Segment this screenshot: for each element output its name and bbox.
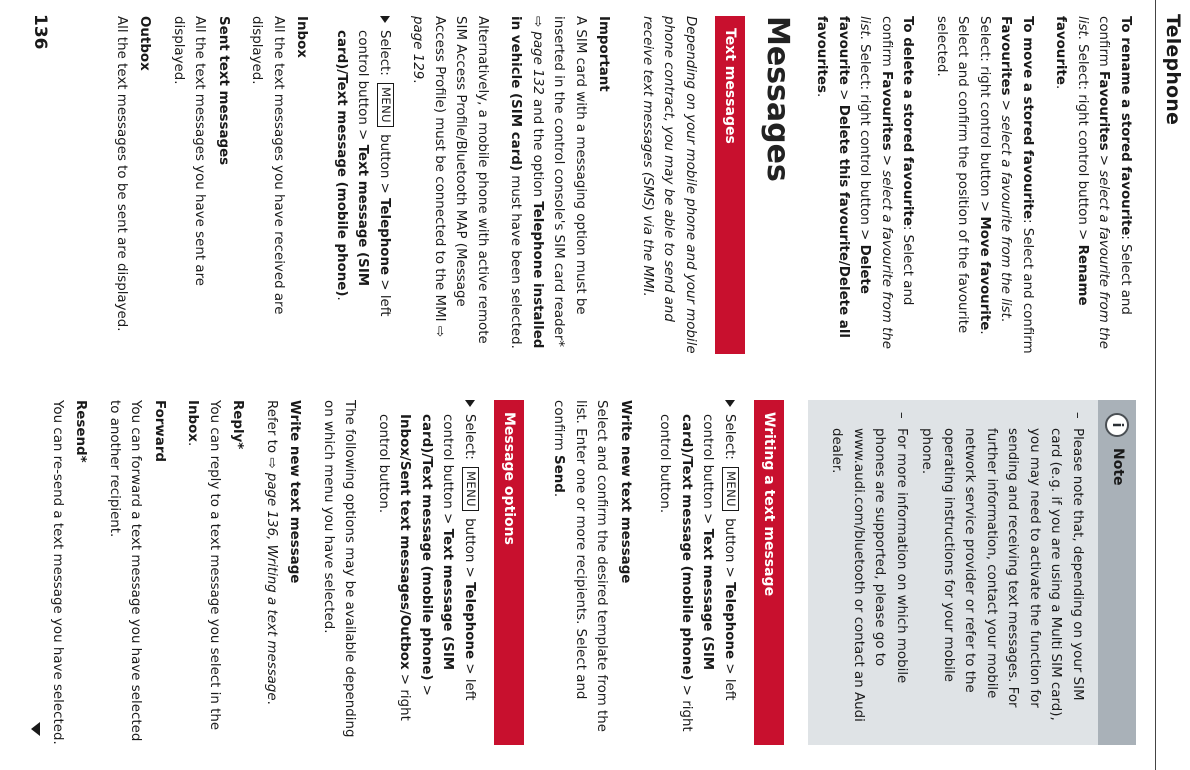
delete-path-action: Delete favourite — [836, 16, 873, 294]
section-title-messages: Messages — [760, 16, 795, 182]
step-text-4: > — [419, 680, 434, 696]
opt-write-text-2: . — [264, 700, 279, 705]
rename-text-1: : Select and confirm — [1096, 16, 1133, 315]
move-text-2: . Select: right control button > — [977, 16, 1014, 323]
rename-text-2: . Select: right control button > — [1075, 35, 1090, 245]
delete-favourite-paragraph — [811, 16, 919, 354]
alternatively-paragraph — [407, 16, 493, 354]
rename-path-favourites: Favourites — [1096, 71, 1112, 151]
step-telephone: Telephone — [462, 582, 477, 660]
dash-bullet: – — [1070, 412, 1085, 419]
move-lead: To move a stored favourite — [1020, 16, 1035, 220]
delete-path-options: Delete this favourite/Delete all favourites — [814, 16, 851, 339]
move-path-action: Move favourite — [977, 216, 992, 331]
delete-lead: To delete a stored favourite — [900, 16, 916, 226]
opt-reply-text-2: . — [185, 441, 201, 447]
important-option: Telephone installed in vehicle (SIM card) — [508, 16, 545, 349]
opt-resend-heading: Resend* — [73, 400, 89, 463]
continue-arrow-icon — [31, 722, 40, 736]
menu-key: MENU — [377, 83, 394, 127]
opt-write-text-1: Refer to — [264, 400, 279, 458]
outbox-heading: Outbox — [137, 16, 153, 71]
inbox-heading: Inbox — [294, 16, 310, 58]
page-ref-132[interactable]: ⇨ page 132 — [530, 16, 545, 95]
rename-sep: > — [1096, 150, 1112, 171]
note-label: Note — [1110, 448, 1126, 486]
outbox-text: All the text messages to be sent are displayed. — [114, 16, 129, 332]
step-text-4: > right control button. — [657, 414, 694, 732]
opt-forward-text: You can forward a text message you have selected to another recipient. — [107, 400, 144, 742]
opt-write-heading: Write new text message — [287, 400, 303, 584]
step-telephone: Telephone — [722, 582, 737, 660]
move-text-1: : Select and confirm — [1020, 219, 1035, 354]
rename-favourite-paragraph — [1050, 16, 1136, 354]
step-text-message-option: Text message (SIM card)/Text message (mobile phone) — [419, 414, 456, 681]
step-text-message-option: Text message (SIM card)/Text message (mobile phone) — [334, 30, 371, 297]
page-number: 136 — [30, 14, 50, 50]
important-text-2: and the option — [530, 94, 545, 202]
step-triangle-icon — [380, 16, 390, 23]
right-column — [35, 400, 1137, 745]
section-bar-text-messages: Text messages — [715, 16, 745, 354]
sent-text: All the text messages you have sent are displayed. — [171, 16, 208, 287]
delete-path-select: select a favourite from the list — [857, 16, 894, 349]
opt-reply-inbox: Inbox — [185, 400, 201, 442]
note-item-text: For more information on which mobile phones are supported, please go to www.audi.com/bluetooth or contact an Audi dealer. — [829, 428, 909, 722]
rename-path-select: select a favourite from the list — [1075, 16, 1112, 349]
step-text-message-option: Text message (SIM card)/Text message (mobile phone) — [679, 414, 716, 681]
step-triangle-icon — [725, 400, 735, 407]
move-path-favourites: Favourites — [998, 16, 1014, 96]
step-text-2: button > — [462, 513, 477, 583]
delete-text-3: . — [814, 92, 830, 98]
page-ref-129[interactable]: ⇨ page 129 — [410, 16, 447, 338]
step-text-1: Select: — [722, 414, 737, 465]
menu-key: MENU — [462, 467, 479, 511]
opt-resend-text: You can re-send a text message you have selected. — [50, 400, 65, 745]
important-paragraph — [505, 16, 591, 354]
opt-reply-heading: Reply* — [230, 400, 246, 450]
rename-lead: To rename a stored favourite — [1118, 16, 1133, 236]
important-text-3: must have been selected. — [508, 171, 524, 349]
section-bar-writing: Writing a text message — [754, 400, 784, 745]
dash-bullet: – — [894, 412, 909, 419]
alternatively-text-2: . — [410, 79, 426, 84]
running-header-title: Telephone — [1162, 14, 1184, 126]
move-sep: > — [998, 95, 1014, 116]
step-text-1: Select: — [377, 30, 392, 81]
important-text-1: A SIM card with a messaging option must be inserted in the control console's SIM card reader* — [551, 16, 588, 348]
step-text-3: > left control button > — [355, 30, 392, 317]
write-text-1: Select and confirm the desired template from the list. Enter one or more recipients. Select and confirm — [551, 400, 610, 733]
move-path-select: select a favourite from the list — [998, 115, 1014, 318]
step-writing-select — [654, 400, 740, 745]
left-column — [99, 16, 1137, 354]
step-options-select — [373, 400, 481, 745]
write-send: Send — [551, 455, 567, 493]
delete-sep-2: > — [836, 85, 851, 105]
step-folders: Inbox/Sent text messages/Outbox — [397, 414, 413, 670]
step-text-4: . — [334, 296, 349, 301]
write-text-2: . — [551, 492, 567, 498]
menu-key: MENU — [722, 467, 739, 511]
delete-text-2: . Select: right control button > — [857, 35, 873, 245]
sent-heading: Sent text messages — [216, 16, 231, 166]
opt-reply-text — [182, 400, 225, 745]
step-text-1: Select: — [462, 414, 477, 465]
delete-path-favourites: Favourites — [879, 71, 894, 151]
rename-path-action: Rename favourite — [1053, 16, 1090, 306]
opt-forward-heading: Forward — [152, 400, 167, 463]
step-text-2: button > — [722, 513, 737, 583]
note-item-text: Please note that, depending on your SIM card (e.g. if you are using a Multi SIM card), you may need to activate the function for sending and receiving text messages. For further information, contact your mobile network service provider or refer to the operating instructions for your mobile phone. — [919, 428, 1085, 721]
write-new-heading: Write new text message — [618, 400, 633, 584]
step-text-2: button > — [377, 129, 392, 199]
move-favourite-paragraph — [931, 16, 1039, 354]
text-messages-intro: Depending on your mobile phone and your mobile phone contract, you may be able to send and receive text messages (SMS) via the MMI. — [640, 16, 698, 354]
note-item — [826, 412, 912, 731]
options-text: The following options may be available depending on which menu you have selected. — [321, 400, 358, 738]
alternatively-text-1: Alternatively, a mobile phone with active remote SIM Access Profile/Bluetooth MAP (Message Access Profile) must be connected to the MMI — [432, 16, 490, 344]
opt-write-text — [261, 400, 283, 745]
opt-reply-text-1: You can reply to a text message you select in the — [207, 400, 222, 731]
note-header — [1098, 400, 1136, 745]
header-rule — [1155, 0, 1156, 770]
move-text-3: . Select and confirm the position of the favourite selected. — [934, 16, 992, 335]
info-icon: i — [1105, 413, 1129, 437]
note-item — [916, 412, 1088, 731]
step-text-3: > left control button > — [700, 414, 737, 701]
step-triangle-icon — [465, 400, 475, 407]
step-text-5: > right control button. — [376, 414, 413, 721]
page-ref-136[interactable]: ⇨ page 136, Writing a text message — [264, 457, 279, 701]
note-box — [808, 400, 1136, 745]
section-bar-message-options: Message options — [494, 400, 524, 745]
important-heading: Important — [596, 16, 612, 92]
rename-text-3: . — [1053, 85, 1069, 90]
step-select-text-message — [331, 16, 396, 354]
write-new-text — [548, 400, 613, 745]
note-body — [808, 400, 1098, 745]
delete-text-1: : Select and confirm — [879, 16, 916, 306]
step-text-3: > left control button > — [440, 414, 477, 701]
delete-sep-1: > — [879, 150, 894, 171]
inbox-text: All the text messages you have received are displayed. — [249, 16, 286, 315]
step-telephone: Telephone — [377, 198, 392, 276]
